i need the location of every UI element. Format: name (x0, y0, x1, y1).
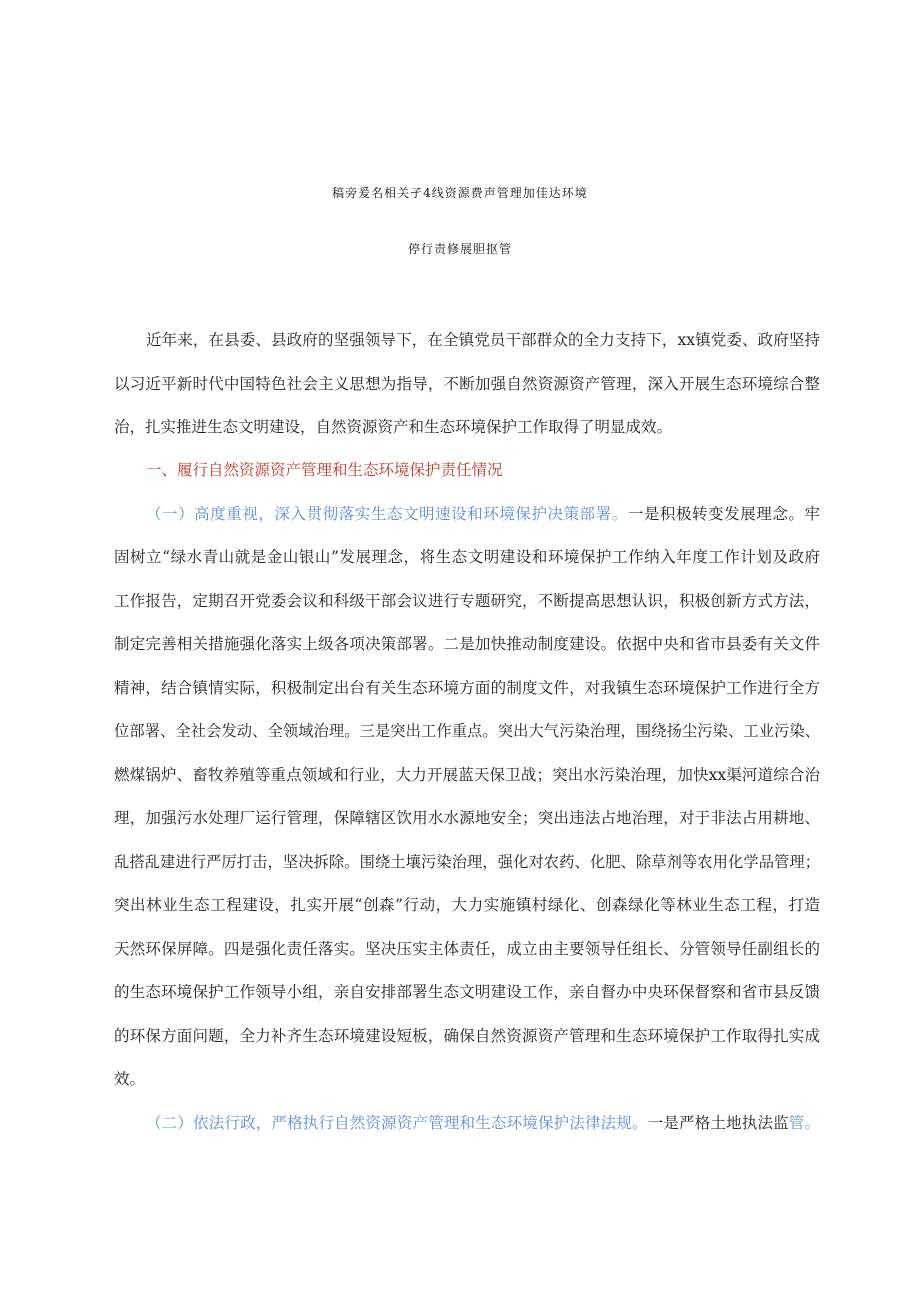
paragraph-line: 的生态环境保护工作领导小组，亲自安排部署生态文明建设工作，亲自督办中央环保督察和省市县反馈 (114, 983, 820, 1001)
paragraph-line: 燃煤锅炉、畜牧养殖等重点领域和行业，大力开展蓝天保卫战；突出水污染治理，加快xx渠河道综合治 (114, 766, 820, 784)
intro-line: 近年来，在县委、县政府的坚强领导下，在全镇党员干部群众的全力支持下，xx镇党委、政府坚持 (146, 331, 820, 349)
document-title-line-1: 稿旁爰名相关孑4线资源费声管理加佳达环境 (332, 186, 588, 200)
paragraph-line: 乱搭乱建进行严厉打击，坚决拆除。围绕土壤污染治理，强化对农药、化肥、除草剂等农用化学品管理； (114, 853, 820, 871)
paragraph-line: 效。 (114, 1070, 146, 1088)
paragraph-text: 一是积极转变发展理念。牢 (627, 505, 820, 523)
subsection-1-first-line (146, 502, 820, 524)
paragraph-line: 制定完善相关措施强化落实上级各项决策部署。二是加快推动制度建设。依据中央和省市县委有关文件 (114, 635, 820, 653)
paragraph-text-tail: 管。 (788, 1114, 820, 1132)
section-heading: 一、履行自然资源资产管理和生态环境保护责任情况 (146, 461, 503, 479)
subsection-2-heading: （二）依法行政，严格执行自然资源资产管理和生态环境保护法律法规。 (146, 1114, 648, 1132)
paragraph-text: 一是严格土地执法监 (647, 1114, 789, 1132)
paragraph-line: 精神，结合镇情实际，积极制定出台有关生态环境方面的制度文件，对我镇生态环境保护工作进行全方 (114, 679, 820, 697)
intro-line: 以习近平新时代中国特色社会主义思想为指导，不断加强自然资源资产管理，深入开展生态环境综合整 (114, 375, 820, 393)
document-title-line-2: 停行责修展胆抠管 (407, 242, 512, 256)
subsection-1-heading: （一）高度重视，深入贯彻落实生态文明速设和环境保护决策部署。 (146, 505, 628, 523)
intro-line: 治，扎实推进生态文明建设，自然资源资产和生态环境保护工作取得了明显成效。 (114, 418, 673, 436)
paragraph-line: 理，加强污水处理厂运行管理，保障辖区饮用水水源地安全；突出违法占地治理，对于非法占用耕地、 (114, 809, 820, 827)
paragraph-line: 工作报告，定期召开党委会议和科级干部会议进行专题研究，不断提高思想认识，积极创新方式方法， (114, 592, 820, 610)
paragraph-line: 的环保方面问题，全力补齐生态环境建设短板，确保自然资源资产管理和生态环境保护工作取得扎实成 (114, 1027, 820, 1045)
paragraph-line: 天然环保屏障。四是强化责任落实。坚决压实主体责任，成立由主要领导任组长、分管领导任副组长的 (114, 940, 820, 958)
paragraph-line: 位部署、全社会发动、全领域治理。三是突出工作重点。突出大气污染治理，围绕扬尘污染、工业污染、 (114, 722, 820, 740)
subsection-2-first-line (146, 1111, 820, 1133)
paragraph-line: 突出林业生态工程建设，扎实开展“创森”行动，大力实施镇村绿化、创森绿化等林业生态工程，打造 (114, 896, 820, 914)
paragraph-line: 固树立“绿水青山就是金山银山”发展理念，将生态文明建设和环境保护工作纳入年度工作计划及政府 (114, 548, 820, 566)
